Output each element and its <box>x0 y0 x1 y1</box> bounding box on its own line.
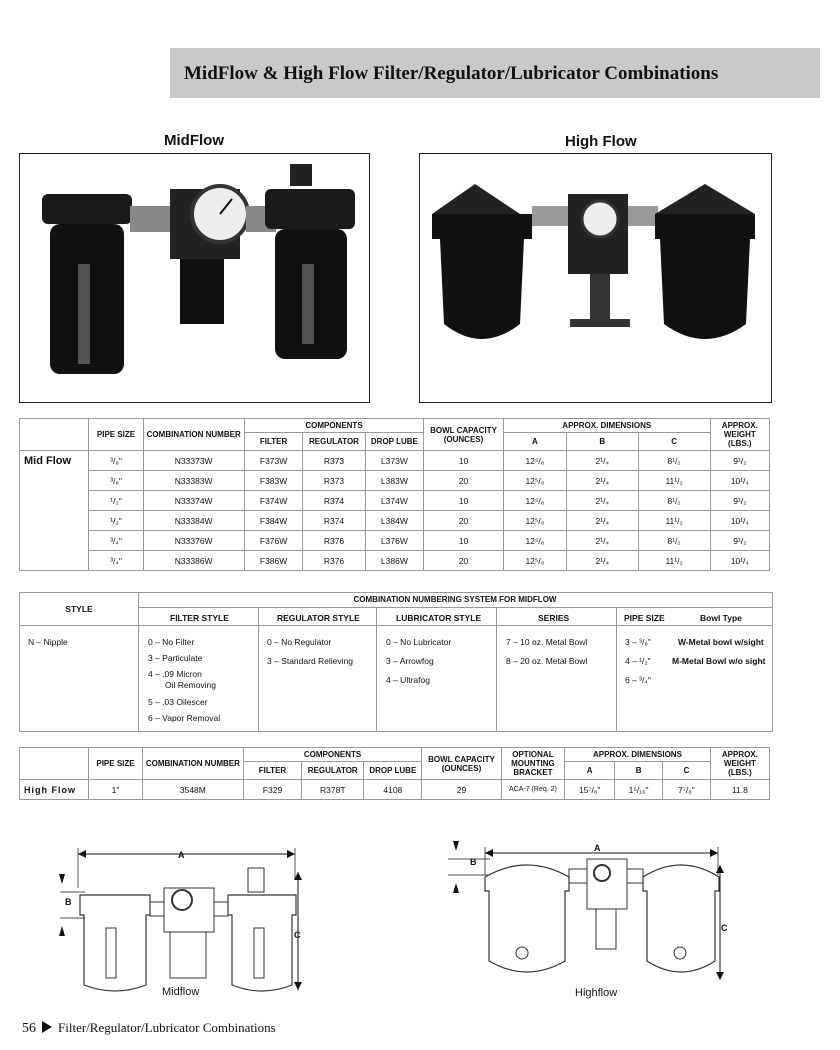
highflow-photo-label: High Flow <box>565 133 637 150</box>
style-header: STYLE <box>20 593 139 626</box>
midflow-caption: Midflow <box>162 986 200 998</box>
highflow-caption: Highflow <box>575 987 618 999</box>
cell-a: 12⁵/₈ <box>503 551 566 571</box>
cell-combo: N33376W <box>143 531 244 551</box>
cell-reg: R376 <box>303 531 365 551</box>
col-c: C <box>663 762 711 780</box>
cell-filter: F376W <box>244 531 303 551</box>
cell-bowl: 20 <box>424 511 504 531</box>
highflow-label-a: A <box>594 843 601 853</box>
cell-c: 7⁷/₈" <box>663 780 711 800</box>
col-combination-number: COMBINATION NUMBER <box>142 748 243 780</box>
cell-a: 12⁵/₈ <box>503 491 566 511</box>
bowl-item: M-Metal Bowl w/o sight <box>672 656 766 666</box>
page-number: 56 <box>22 1021 36 1036</box>
midflow-rows <box>20 451 770 571</box>
cell-combo: N33386W <box>143 551 244 571</box>
col-approx-weight: APPROX. WEIGHT (LBS.) <box>710 419 769 451</box>
cell-c: 8¹/₂ <box>638 491 710 511</box>
series-header: SERIES <box>538 613 570 623</box>
cell-pipe: ³/₈" <box>89 451 143 471</box>
cell-c: 11¹/₂ <box>638 551 710 571</box>
table-row <box>20 471 770 491</box>
midflow-photo <box>19 153 370 403</box>
cell-bowl: 10 <box>424 491 504 511</box>
col-combination-number: COMBINATION NUMBER <box>143 419 244 451</box>
col-approx-weight: APPROX. WEIGHT (LBS.) <box>710 748 769 780</box>
series-item: 8 – 20 oz. Metal Bowl <box>506 656 588 666</box>
cell-filter: F383W <box>244 471 303 491</box>
cell-combo: N33373W <box>143 451 244 471</box>
row-label: Mid Flow <box>20 451 89 571</box>
cell-reg: R374 <box>303 491 365 511</box>
cell-b: 2¹/₄ <box>566 491 638 511</box>
cell-combo: N33383W <box>143 471 244 491</box>
midflow-photo-label: MidFlow <box>164 132 224 149</box>
cell-lube: L384W <box>365 511 423 531</box>
cell-c: 8¹/₂ <box>638 531 710 551</box>
bowl-item: W-Metal bowl w/sight <box>678 637 764 647</box>
cell-lube: 4108 <box>364 780 422 800</box>
cell-reg: R373 <box>303 471 365 491</box>
cell-b: 2¹/₄ <box>566 531 638 551</box>
col-regulator: REGULATOR <box>302 762 364 780</box>
cell-regulator: R378T <box>302 780 364 800</box>
cell-lube: L376W <box>365 531 423 551</box>
cell-w: 10¹/₄ <box>710 511 769 531</box>
pipe-item: 4 – ¹/₂" <box>625 656 651 666</box>
numbering-system-header: COMBINATION NUMBERING SYSTEM FOR MIDFLOW <box>138 593 772 608</box>
pipe-item: 6 – ³/₄" <box>625 675 651 685</box>
cell-c: 8¹/₂ <box>638 451 710 471</box>
cell-a: 12⁵/₈ <box>503 471 566 491</box>
cell-reg: R373 <box>303 451 365 471</box>
table-row <box>20 780 770 800</box>
col-c: C <box>638 433 710 451</box>
col-b: B <box>615 762 663 780</box>
numbering-system <box>19 592 773 732</box>
cell-combo: N33374W <box>143 491 244 511</box>
col-pipe-size: PIPE SIZE <box>89 419 143 451</box>
cell-reg: R376 <box>303 551 365 571</box>
col-bowl-capacity: BOWL CAPACITY (OUNCES) <box>422 748 501 780</box>
cell-a: 15⁷/₈" <box>565 780 615 800</box>
regulator-item: 3 – Standard Relieving <box>267 656 354 666</box>
cell-reg: R374 <box>303 511 365 531</box>
filter-item: Oil Removing <box>165 680 217 690</box>
table-row <box>20 511 770 531</box>
cell-pipe: ¹/₂" <box>89 491 143 511</box>
cell-c: 11¹/₂ <box>638 511 710 531</box>
col-approx-dimensions: APPROX. DIMENSIONS <box>503 419 710 433</box>
col-regulator: REGULATOR <box>303 433 365 451</box>
cell-b: 2¹/₄ <box>566 471 638 491</box>
midflow-table <box>19 418 770 571</box>
cell-c: 11¹/₂ <box>638 471 710 491</box>
col-a: A <box>565 762 615 780</box>
pipe-item: 3 – ³/₈" <box>625 637 651 647</box>
col-components: COMPONENTS <box>244 419 423 433</box>
midflow-unit-image <box>20 154 369 402</box>
arrow-right-icon <box>42 1021 52 1033</box>
table-row <box>20 451 770 471</box>
table-row <box>20 491 770 511</box>
filter-item: 6 – Vapor Removal <box>148 713 221 723</box>
cell-b: 1⁵/₁₆" <box>615 780 663 800</box>
cell-w: 10¹/₄ <box>710 471 769 491</box>
cell-bowl: 10 <box>424 451 504 471</box>
pipe-size-header: PIPE SIZE <box>624 613 665 623</box>
style-value: N – Nipple <box>28 637 68 647</box>
cell-w: 9¹/₂ <box>710 531 769 551</box>
table-row <box>20 531 770 551</box>
cell-filter: F373W <box>244 451 303 471</box>
cell-pipe: 1" <box>89 780 143 800</box>
lubricator-style-header: LUBRICATOR STYLE <box>396 613 482 623</box>
filter-item: 5 – .03 Oilescer <box>148 697 208 707</box>
cell-filter: F384W <box>244 511 303 531</box>
cell-b: 2¹/₄ <box>566 511 638 531</box>
highflow-label-c: C <box>721 923 728 933</box>
footer <box>22 1020 276 1037</box>
cell-w: 10¹/₄ <box>710 551 769 571</box>
cell-w: 9¹/₂ <box>710 451 769 471</box>
page-title: MidFlow & High Flow Filter/Regulator/Lubricator Combinations <box>184 63 719 84</box>
cell-a: 12⁵/₈ <box>503 451 566 471</box>
cell-lube: L383W <box>365 471 423 491</box>
cell-filter: F386W <box>244 551 303 571</box>
cell-lube: L386W <box>365 551 423 571</box>
cell-filter: F329 <box>243 780 301 800</box>
col-b: B <box>566 433 638 451</box>
filter-item: 0 – No Filter <box>148 637 195 647</box>
filter-item: 3 – Particulate <box>148 653 203 663</box>
cell-pipe: ¹/₂" <box>89 511 143 531</box>
regulator-style-header: REGULATOR STYLE <box>277 613 360 623</box>
midflow-dimension-diagram <box>40 840 330 1010</box>
cell-bowl: 10 <box>424 531 504 551</box>
cell-a: 12⁵/₈ <box>503 511 566 531</box>
highflow-table <box>19 747 770 800</box>
highflow-label-b: B <box>470 857 477 867</box>
cell-w: 9¹/₂ <box>710 491 769 511</box>
cell-weight: 11.8 <box>710 780 769 800</box>
highflow-photo <box>419 153 772 403</box>
cell-pipe: ³/₈" <box>89 471 143 491</box>
filter-item: 4 – .09 Micron <box>148 669 202 679</box>
filter-style-header: FILTER STYLE <box>170 613 229 623</box>
col-components: COMPONENTS <box>243 748 421 762</box>
cell-lube: L373W <box>365 451 423 471</box>
highflow-unit-image <box>420 154 771 402</box>
header-bar <box>170 48 820 98</box>
cell-b: 2¹/₄ <box>566 451 638 471</box>
col-drop-lube: DROP LUBE <box>365 433 423 451</box>
table-row <box>20 551 770 571</box>
col-filter: FILTER <box>243 762 301 780</box>
bowl-type-header: Bowl Type <box>700 613 742 623</box>
col-pipe-size: PIPE SIZE <box>89 748 143 780</box>
series-item: 7 – 10 oz. Metal Bowl <box>506 637 588 647</box>
cell-combo: N33384W <box>143 511 244 531</box>
cell-pipe: ³/₄" <box>89 531 143 551</box>
cell-a: 12⁵/₈ <box>503 531 566 551</box>
col-bowl-capacity: BOWL CAPACITY (OUNCES) <box>424 419 504 451</box>
cell-b: 2¹/₄ <box>566 551 638 571</box>
lubricator-item: 3 – Arrowfog <box>386 656 434 666</box>
cell-lube: L374W <box>365 491 423 511</box>
cell-filter: F374W <box>244 491 303 511</box>
cell-combo: 3548M <box>142 780 243 800</box>
cell-bracket: ACA-7 (Req. 2) <box>501 780 564 800</box>
col-drop-lube: DROP LUBE <box>364 762 422 780</box>
col-optional-bracket: OPTIONAL MOUNTING BRACKET <box>501 748 564 780</box>
midflow-label-c: C <box>294 930 301 940</box>
midflow-label-a: A <box>178 850 185 860</box>
lubricator-item: 0 – No Lubricator <box>386 637 452 647</box>
col-approx-dimensions: APPROX. DIMENSIONS <box>565 748 711 762</box>
lubricator-item: 4 – Ultrafog <box>386 675 430 685</box>
col-filter: FILTER <box>244 433 303 451</box>
col-a: A <box>503 433 566 451</box>
cell-bowl: 20 <box>424 471 504 491</box>
row-label: High Flow <box>20 780 89 800</box>
footer-text: Filter/Regulator/Lubricator Combinations <box>58 1020 276 1035</box>
cell-bowl: 20 <box>424 551 504 571</box>
cell-pipe: ³/₄" <box>89 551 143 571</box>
cell-bowl: 29 <box>422 780 501 800</box>
regulator-item: 0 – No Regulator <box>267 637 332 647</box>
midflow-label-b: B <box>65 897 72 907</box>
